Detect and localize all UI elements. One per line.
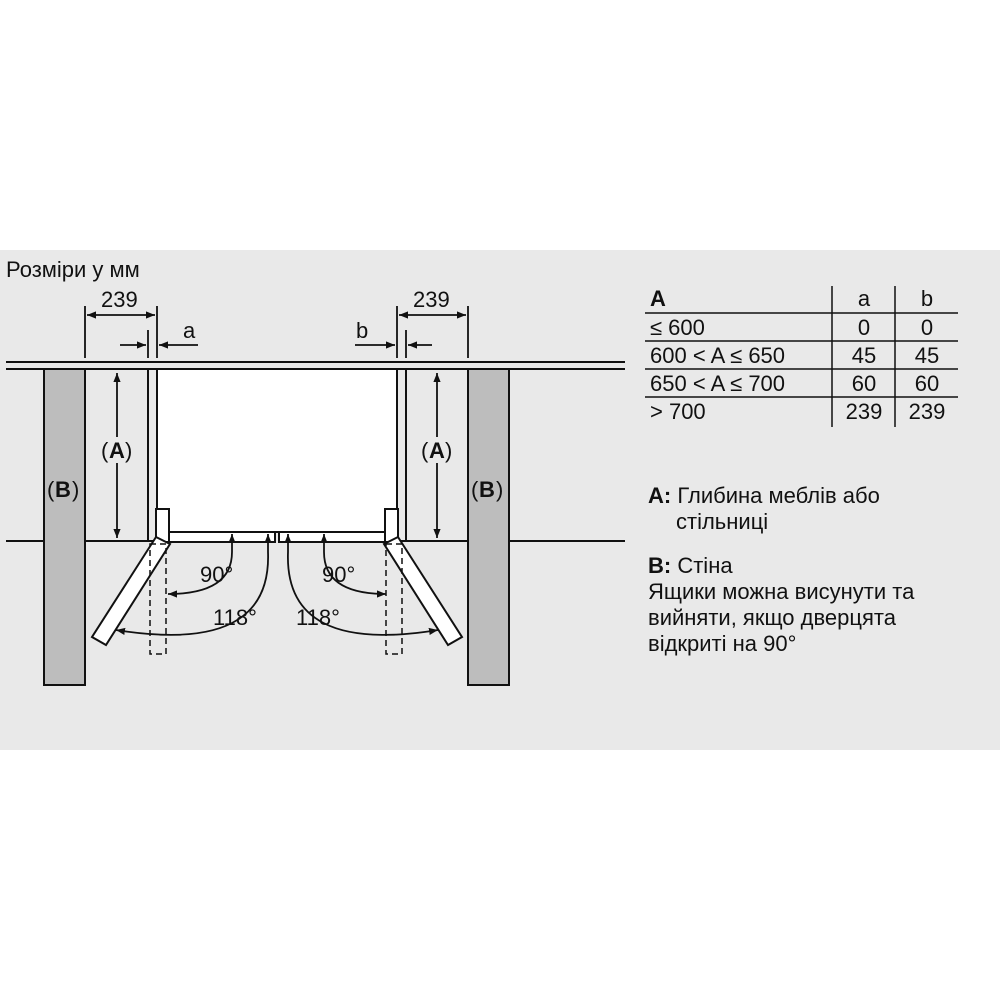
worktop (6, 362, 625, 369)
legend-note-line1: Ящики можна висунути та (648, 579, 915, 604)
legend-note-line2: вийняти, якщо дверцята (648, 605, 896, 630)
legend-a-line1 (648, 483, 880, 509)
diagram-title: Розміри у мм (6, 257, 140, 282)
table-cell-b: 0 (920, 315, 934, 340)
dim-239-right-label: 239 (413, 287, 450, 312)
table-cell-range: ≤ 600 (650, 315, 705, 340)
angle-118-left: 118° (213, 605, 257, 630)
legend-b-line (648, 553, 914, 579)
angle-118-right: 118° (296, 605, 340, 630)
table-header-a-range: A (650, 286, 666, 311)
dim-239-left (85, 306, 157, 358)
legend-a-key: A: (648, 483, 672, 508)
table-cell-a: 0 (857, 315, 871, 340)
legend-note-line3: відкриті на 90° (648, 631, 797, 656)
depth-right-label-close: ) (445, 438, 453, 463)
legend-a-text: Глибина меблів або (677, 483, 880, 508)
wall-right-label-open: ( (471, 477, 479, 502)
table-cell-range: 600 < A ≤ 650 (650, 343, 786, 368)
wall-right-label: B (479, 477, 495, 502)
wall-left (44, 369, 85, 685)
legend-b-text: Стіна (677, 553, 733, 578)
depth-left-label: A (109, 438, 125, 463)
wall-right (468, 369, 509, 685)
table-cell-a: 60 (851, 371, 877, 396)
table-header-b: b (920, 286, 934, 311)
table-row (650, 315, 933, 340)
table-cell-b: 60 (914, 371, 940, 396)
angle-90-right: 90° (322, 562, 356, 587)
wall-left-label: B (55, 477, 71, 502)
depth-left-label-close: ) (125, 438, 133, 463)
door-bottom-left (157, 532, 275, 542)
dim-239-left-label: 239 (101, 287, 138, 312)
legend-a-line2: стільниці (676, 509, 769, 534)
table-row (650, 343, 939, 368)
door-open-left (92, 537, 170, 645)
angle-90-left: 90° (200, 562, 234, 587)
table-row (650, 371, 939, 396)
wall-right-label-close: ) (496, 477, 504, 502)
table-cell-b: 239 (908, 399, 946, 424)
dim-239-right (397, 306, 468, 358)
door-bottom-right (279, 532, 397, 542)
legend-b-key: B: (648, 553, 672, 578)
table-header-a: a (857, 286, 871, 311)
gap-a-label: a (183, 318, 196, 343)
wall-left-label-close: ) (72, 477, 80, 502)
gap-b-label: b (356, 318, 369, 343)
door-open-right (384, 537, 462, 645)
legend-a (648, 483, 880, 535)
table-cell-b: 45 (914, 343, 940, 368)
depth-right-label: A (429, 438, 445, 463)
table-cell-a: 45 (851, 343, 877, 368)
appliance-body (157, 369, 397, 532)
legend-b (648, 553, 914, 657)
table-row (650, 399, 945, 424)
table-cell-range: > 700 (650, 399, 706, 424)
gap-table (645, 286, 958, 427)
table-header-row (650, 286, 933, 311)
depth-right-label-open: ( (421, 438, 429, 463)
depth-left-label-open: ( (101, 438, 109, 463)
table-cell-a: 239 (845, 399, 883, 424)
wall-left-label-open: ( (47, 477, 55, 502)
table-cell-range: 650 < A ≤ 700 (650, 371, 786, 396)
